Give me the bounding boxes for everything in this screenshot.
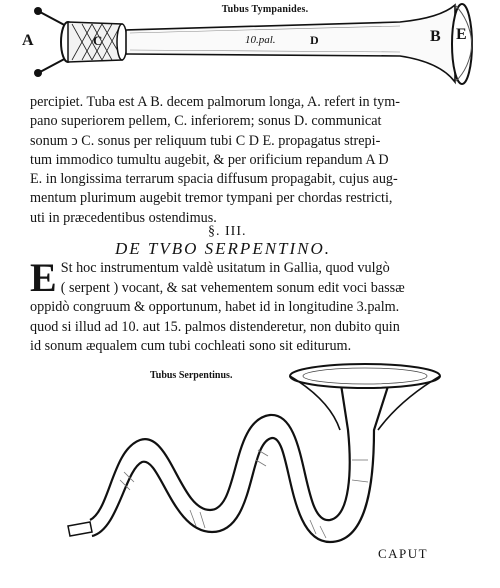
- paragraph-1: [30, 93, 482, 228]
- drop-cap: E: [30, 255, 57, 300]
- paragraph-2-line: id sonum æqualem cum tubi cochleati sono sit editurum.: [30, 338, 352, 354]
- paragraph-1-line: uti in præcedentibus ostendimus.: [30, 209, 217, 226]
- figure-bottom-label: CAPUT: [378, 546, 429, 561]
- figure-top-caption: Tubus Tympanides.: [221, 4, 309, 15]
- figure-letter-a: A: [22, 32, 34, 49]
- section-heading: DE TVBO SERPENTINO.: [115, 239, 332, 258]
- paragraph-1-line: percipiet. Tuba est A B. decem palmorum longa, A. refert in tym-: [30, 94, 400, 110]
- paragraph-2-line: quod si illud ad 10. aut 15. palmos distenderetur, non dubito quin: [30, 318, 400, 335]
- paragraph-1-line: E. in longissima terrarum spacia diffusum propagabit, cujus aug-: [30, 171, 398, 188]
- paragraph-1-line: sonum ↄ C. sonus per reliquum tubi C D E. propagatus strepi-: [30, 132, 381, 149]
- figure-letter-b: B: [430, 28, 441, 45]
- paragraph-1-line: pano superiorem pellem, C. inferiorem; sonus D. communicat: [30, 113, 382, 130]
- figure-letter-d: D: [310, 33, 319, 47]
- paragraph-2-line: oppidò congruum & opportunum, habet id in longitudine 3.palm.: [30, 299, 400, 315]
- section-number: §. III.: [208, 224, 247, 239]
- paragraph-1-line: mentum plurimum augebit tremor tympani per chordas restricti,: [30, 190, 393, 207]
- figure-letter-c: C: [93, 33, 103, 48]
- paragraph-1-line: tum immodico tumultu augebit, & per orificium repandum A D: [30, 151, 389, 168]
- paragraph-2: [30, 255, 485, 357]
- paragraph-2-line: ( serpent ) vocant, & sat vehementem sonum edit voci bassæ: [60, 279, 405, 296]
- figure-top-scale: 10.pal.: [245, 34, 276, 46]
- figure-bottom-caption: Tubus Serpentinus.: [150, 370, 233, 381]
- figure-letter-e: E: [456, 26, 467, 43]
- paragraph-2-line: St hoc instrumentum valdè usitatum in Gallia, quod vulgò: [60, 260, 390, 276]
